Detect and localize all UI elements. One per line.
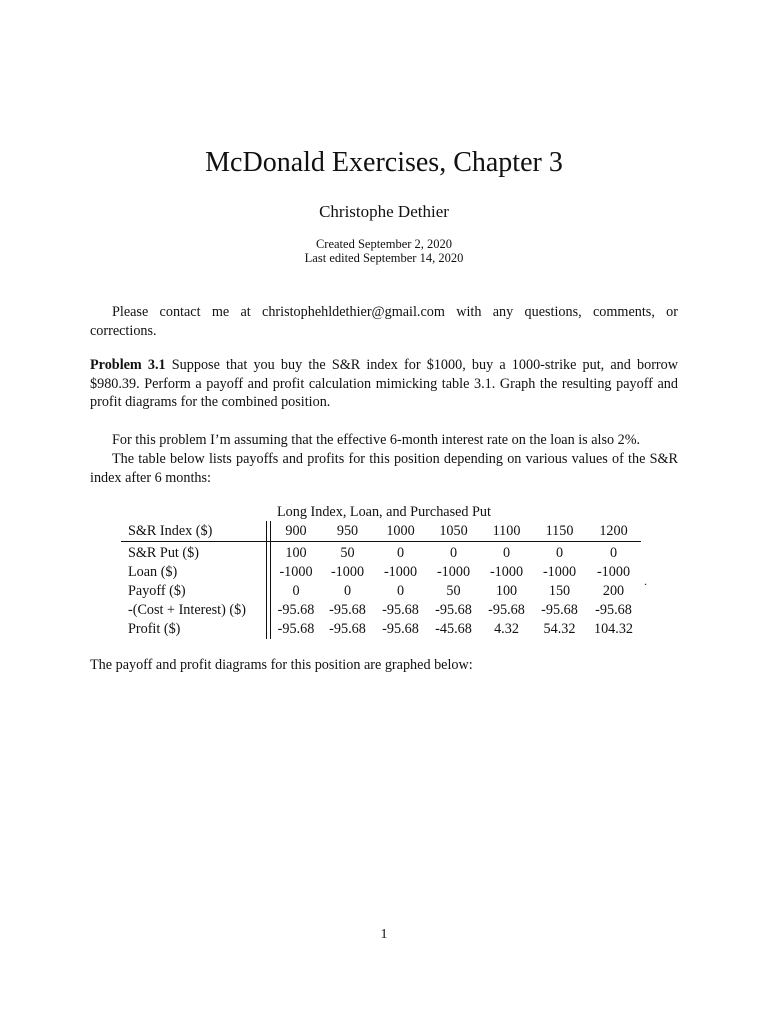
table-cell: 100 (495, 583, 518, 599)
table-cell: 0 (480, 542, 533, 564)
table-cell: -95.68 (541, 602, 578, 618)
document-title: McDonald Exercises, Chapter 3 (205, 147, 563, 178)
table-cell: -95.68 (382, 602, 419, 618)
payoff-profit-table (121, 521, 641, 639)
table-cell: -95.68 (435, 602, 472, 618)
created-date: Created September 2, 2020 (315, 237, 453, 251)
row-label: -(Cost + Interest) ($) (128, 602, 246, 618)
table-cell: -95.68 (382, 621, 419, 637)
table-cell: 0 (343, 583, 352, 599)
table-cell: -1000 (330, 564, 365, 580)
contact-paragraph: Please contact me at christophehldethier@gmail.com with any questions, comments, or corrections. (90, 304, 678, 339)
table-header-cell: 1200 (586, 521, 641, 542)
table-header-cell: 1000 (374, 521, 427, 542)
table-cell: 4.32 (494, 621, 519, 637)
table-cell: -95.68 (329, 621, 366, 637)
document-dates (0, 237, 768, 265)
table-header-cell: 950 (321, 521, 374, 542)
table-cell: -1000 (436, 564, 471, 580)
row-label: S&R Put ($) (121, 542, 267, 564)
table-header-cell: 1150 (533, 521, 586, 542)
table-cell: -1000 (596, 564, 631, 580)
assumption-paragraph: For this problem I’m assuming that the effective 6-month interest rate on the loan is also 2%. (112, 432, 641, 448)
table-cell: 104.32 (593, 621, 633, 637)
table-cell: 0 (396, 583, 405, 599)
table-row (121, 563, 641, 582)
table-intro-paragraph: The table below lists payoffs and profits for this position depending on various values of the S&R index after 6 months: (90, 451, 678, 486)
table-cell: 0 (374, 542, 427, 564)
table-header-cell: 1100 (480, 521, 533, 542)
table-cell: 50 (321, 542, 374, 564)
stray-period-mark: . (644, 574, 647, 588)
table-cell: -1000 (542, 564, 577, 580)
row-label: Profit ($) (128, 621, 181, 637)
table-header-cell: 1050 (427, 521, 480, 542)
table-cell: 54.32 (543, 621, 576, 637)
problem-label: Problem 3.1 (90, 357, 166, 373)
row-label: Loan ($) (128, 564, 178, 580)
table-row (121, 601, 641, 620)
table-cell: 0 (586, 542, 641, 564)
page-number: 1 (380, 927, 388, 942)
table-header-cell: 900 (271, 521, 322, 542)
table-header-row (121, 521, 641, 542)
author-name: Christophe Dethier (319, 202, 449, 221)
table-cell: -95.68 (329, 602, 366, 618)
edited-date: Last edited September 14, 2020 (304, 251, 464, 265)
table-cell: -45.68 (435, 621, 472, 637)
table-cell: 200 (602, 583, 625, 599)
table-cell: 100 (271, 542, 322, 564)
table-cell: 0 (292, 583, 300, 599)
row-label: Payoff ($) (128, 583, 186, 599)
table-cell: -95.68 (488, 602, 525, 618)
table-header-label: S&R Index ($) (121, 521, 267, 542)
problem-text: Suppose that you buy the S&R index for $1000, buy a 1000-strike put, and borrow $980.39. Perform a payoff and profit calculation mimicking table 3.1. Graph the resulting payoff and profit diagrams for the combined position. (90, 357, 678, 411)
table-row (121, 542, 641, 564)
table-cell: 50 (446, 583, 461, 599)
problem-paragraph (90, 356, 678, 412)
table-cell: -1000 (279, 564, 313, 580)
table-cell: -1000 (383, 564, 418, 580)
table-row (121, 620, 641, 639)
table-row (121, 582, 641, 601)
table-caption: Long Index, Loan, and Purchased Put (277, 504, 491, 520)
table-cell: -1000 (489, 564, 524, 580)
table-cell: 0 (533, 542, 586, 564)
table-cell: -95.68 (277, 602, 315, 618)
closing-paragraph: The payoff and profit diagrams for this position are graphed below: (90, 657, 473, 673)
table-cell: -95.68 (277, 621, 315, 637)
table-cell: -95.68 (595, 602, 632, 618)
table-cell: 0 (427, 542, 480, 564)
table-cell: 150 (548, 583, 571, 599)
